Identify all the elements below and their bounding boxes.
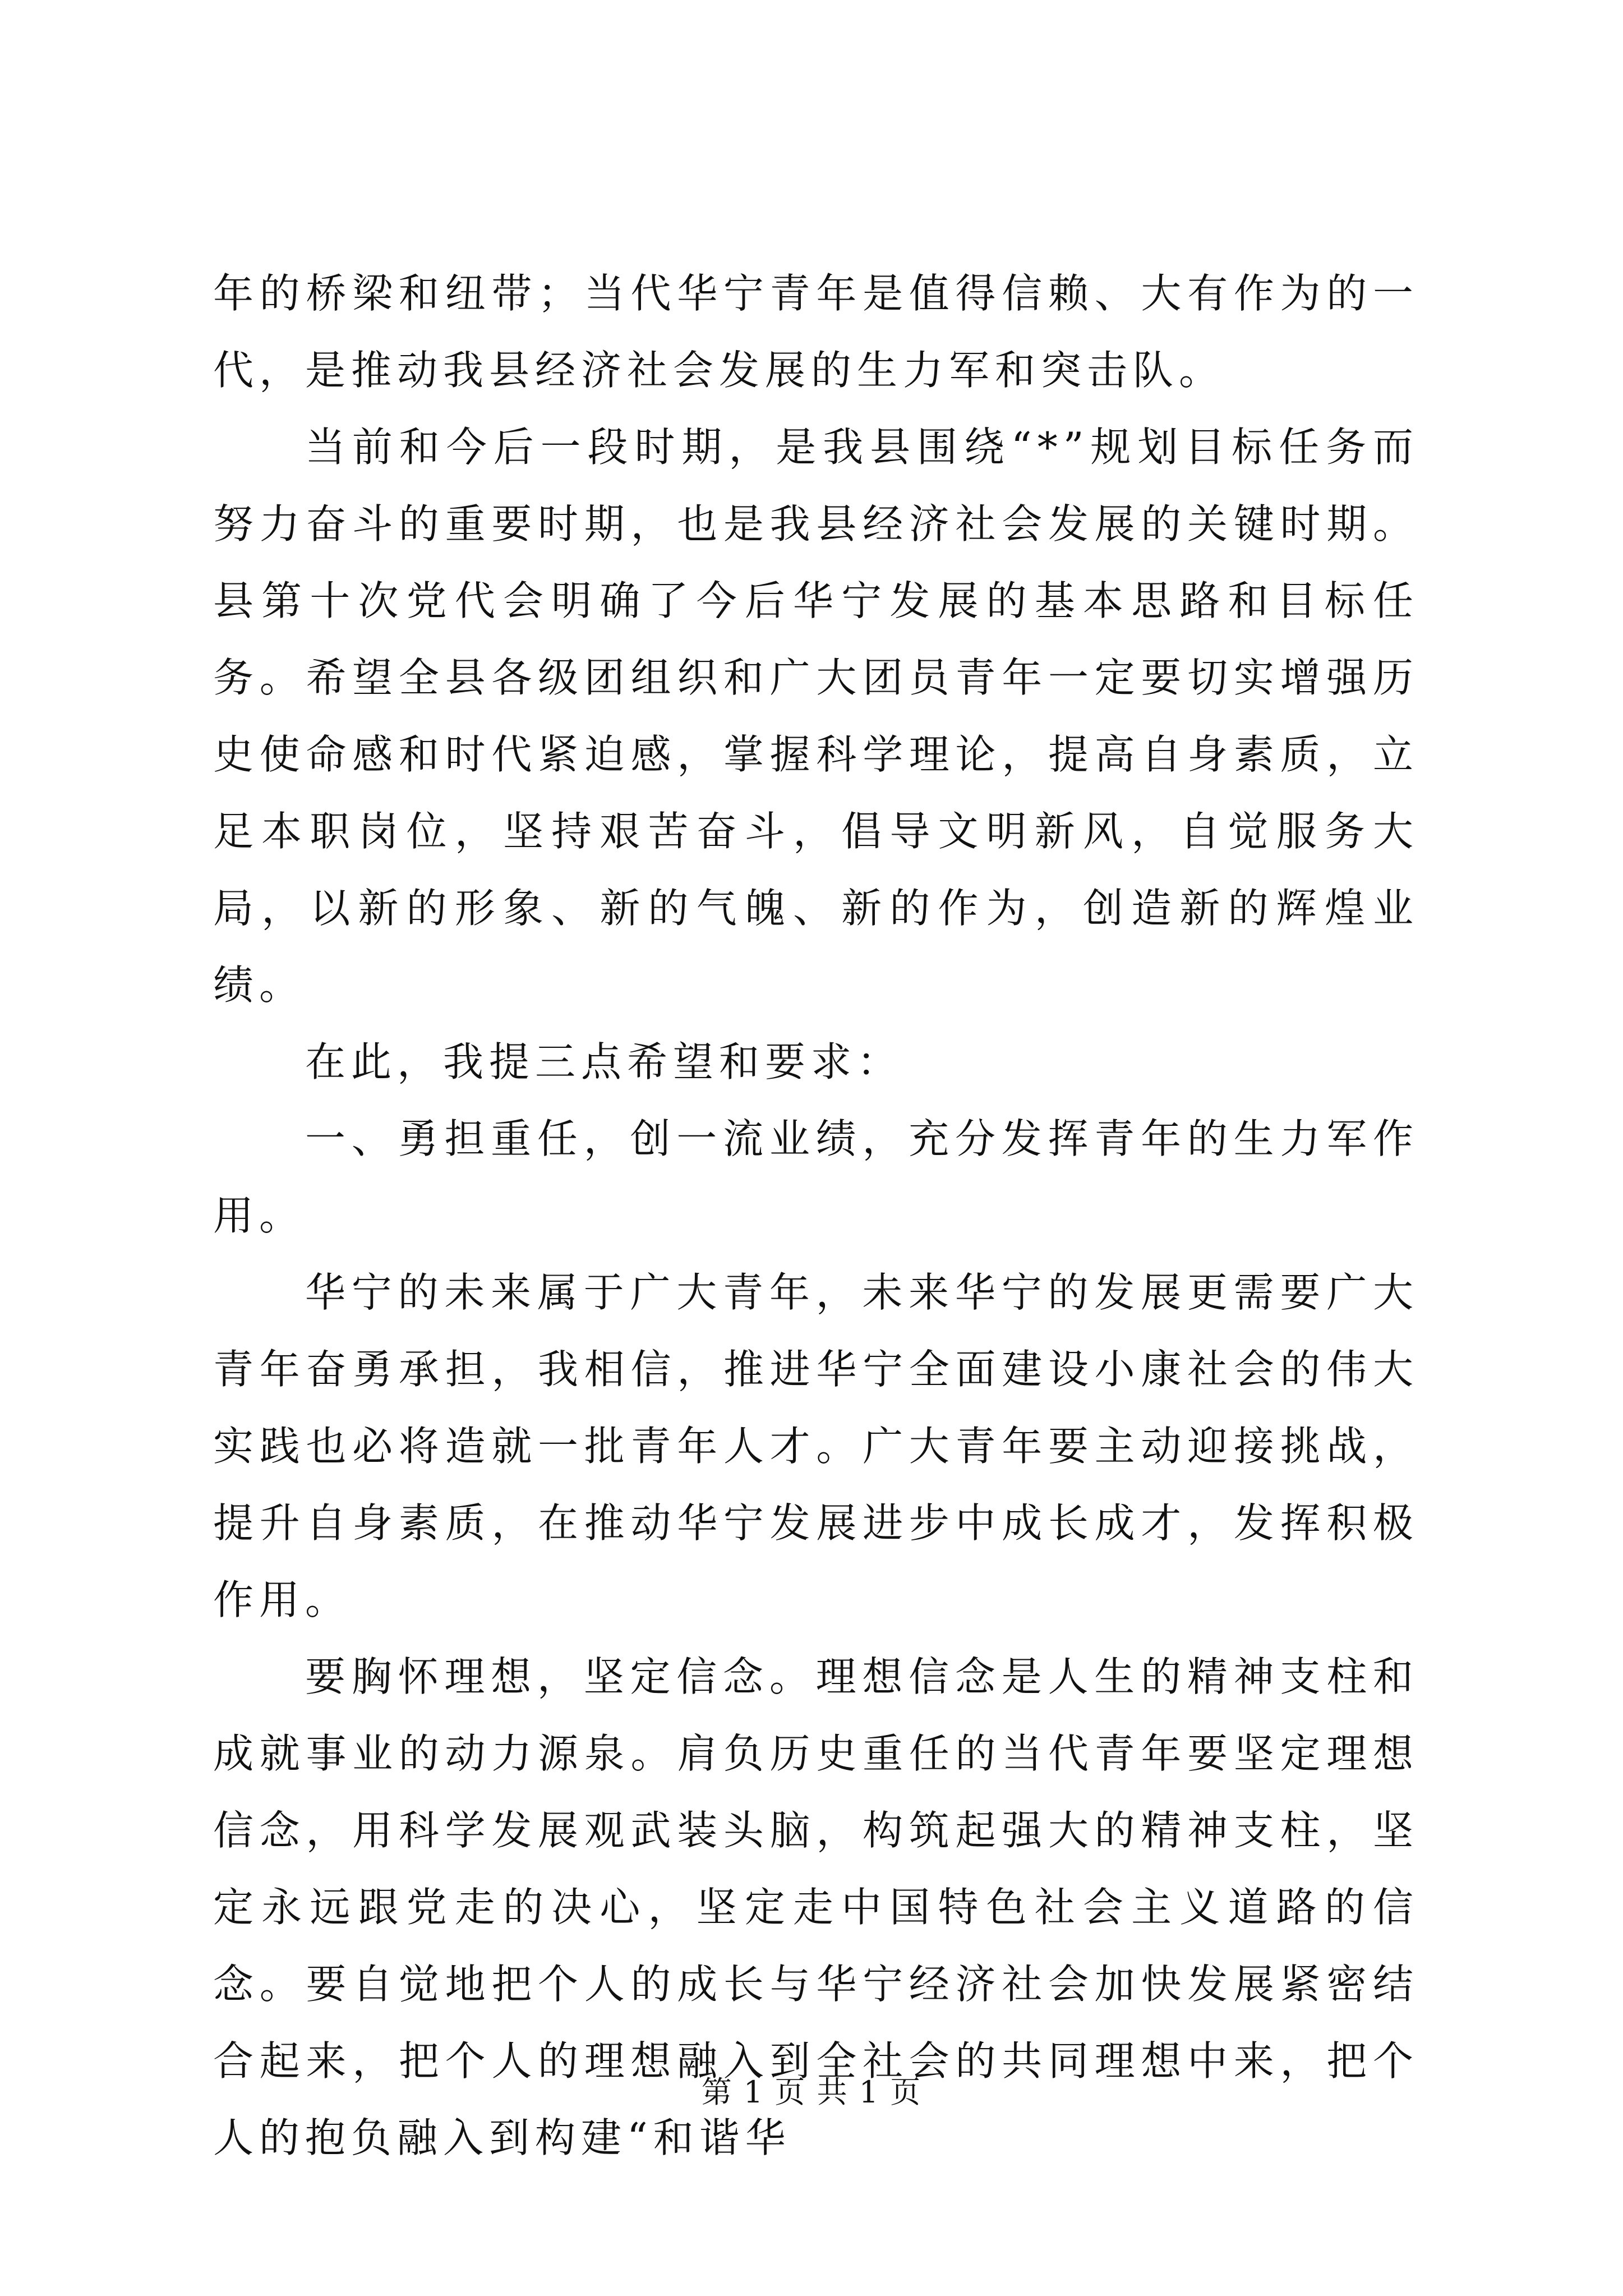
paragraph-continuation: 年的桥梁和纽带；当代华宁青年是值得信赖、大有作为的一代，是推动我县经济社会发展的生力军和突击队。 (213, 270, 1419, 394)
paragraph-current-period: 当前和今后一段时期，是我县围绕“*”规划目标任务而努力奋斗的重要时期，也是我县经济社会发展的关键时期。县第十次党代会明确了今后华宁发展的基本思路和目标任务。希望全县各级团组织和广大团员青年一定要切实增强历史使命感和时代紧迫感，掌握科学理论，提高自身素质，立足本职岗位，坚持艰苦奋斗，倡导文明新风，自觉服务大局，以新的形象、新的气魄、新的作为，创造新的辉煌业绩。 (213, 424, 1419, 1009)
document-body (213, 255, 1419, 2177)
paragraph-three-hopes: 在此，我提三点希望和要求： (305, 1038, 903, 1085)
paragraph-future-youth: 华宁的未来属于广大青年，未来华宁的发展更需要广大青年奋勇承担，我相信，推进华宁全面建设小康社会的伟大实践也必将造就一批青年人才。广大青年要主动迎接挑战，提升自身素质，在推动华宁发展进步中成长成才，发挥积极作用。 (213, 1269, 1419, 1623)
section-heading-one: 一、勇担重任，创一流业绩，充分发挥青年的生力军作用。 (213, 1115, 1419, 1239)
paragraph-ideals-beliefs: 要胸怀理想，坚定信念。理想信念是人生的精神支柱和成就事业的动力源泉。肩负历史重任的当代青年要坚定理想信念，用科学发展观武装头脑，构筑起强大的精神支柱，坚定永远跟党走的决心，坚定走中国特色社会主义道路的信念。要自觉地把个人的成长与华宁经济社会加快发展紧密结合起来，把个人的理想融入到全社会的共同理想中来，把个人的抱负融入到构建“和谐华 (213, 1653, 1419, 2161)
page-number-footer: 第 1 页 共 1 页 (701, 2074, 922, 2110)
